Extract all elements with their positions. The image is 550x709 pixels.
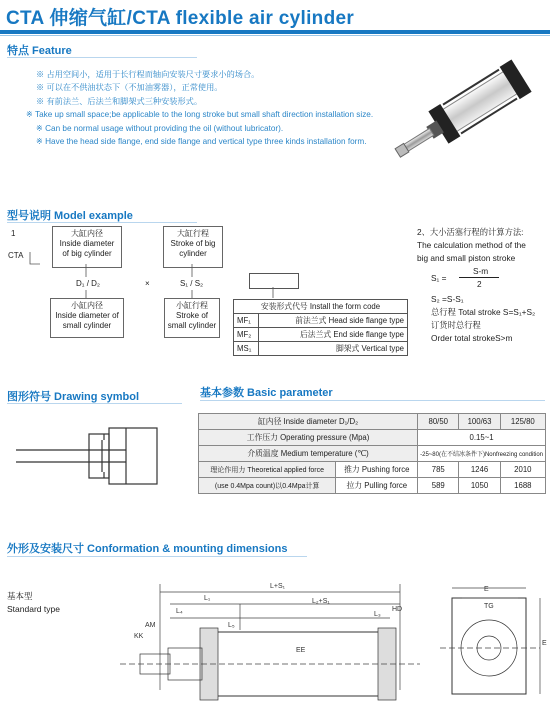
symbol-heading-rule — [7, 403, 182, 404]
model-heading: 型号说明 Model example — [7, 210, 133, 222]
feature-cn-3: ※ 有前法兰、后法兰和脚架式三种安装形式。 — [36, 96, 203, 106]
dim-am: AM — [145, 622, 156, 629]
dim-l4: L₄ — [176, 608, 183, 615]
param-row-push: 理论作用力 Theoretical applied force 推力 Pushing force 785 1246 2010 — [199, 462, 546, 478]
s2-formula: S₂ =S-S₁ — [431, 294, 464, 304]
install-row: MS₁ 脚架式 Vertical type — [234, 342, 408, 356]
dim-e-top: E — [484, 586, 489, 593]
feature-heading: 特点 Feature — [7, 45, 72, 57]
s1-formula: S₁ = S-m 2 — [417, 265, 550, 291]
install-row: MF₂ 后法兰式 End side flange type — [234, 328, 408, 342]
feature-en-3: ※ Have the head side flange, end side flange and vertical type three kinds installation form. — [36, 137, 367, 147]
small-stroke-box: 小缸行程 Stroke of small cylinder — [164, 298, 220, 338]
title-rule — [0, 30, 550, 34]
install-header: 安装形式代号 Install the form code — [234, 300, 408, 314]
feature-en-2: ※ Can be normal usage without providing the oil (without lubricator). — [36, 123, 284, 133]
install-code-table — [233, 299, 408, 356]
param-heading: 基本参数 Basic parameter — [200, 387, 333, 399]
feature-heading-rule — [7, 57, 197, 58]
dimension-drawing — [0, 570, 550, 709]
param-row-pressure: 工作压力 Operating pressure (Mpa) 0.15~1 — [199, 430, 546, 446]
dim-ee: EE — [296, 647, 306, 654]
big-stroke-box: 大缸行程 Stroke of big cylinder — [163, 226, 223, 268]
dim-e-side: E — [542, 640, 547, 647]
order-stroke-cn: 订货时总行程 — [431, 320, 481, 330]
title-rule-thin — [0, 35, 550, 36]
conformation-heading-rule — [7, 556, 307, 557]
page-title: CTA 伸缩气缸/CTA flexible air cylinder — [6, 8, 355, 29]
small-dia-box: 小缸内径 Inside diameter of small cylinder — [50, 298, 124, 338]
dim-l2: L₂+S₁ — [312, 598, 330, 605]
param-table — [198, 413, 546, 494]
param-heading-rule — [200, 400, 545, 401]
model-prefix: CTA — [8, 251, 24, 260]
type-cn: 基本型 — [7, 591, 33, 601]
total-stroke: 总行程 Total stroke S=S₁+S₂ — [431, 307, 536, 317]
feature-list — [6, 68, 384, 148]
feature-cn-1: ※ 占用空间小，适用于长行程而轴向安装尺寸要求小的场合。 — [36, 70, 260, 79]
param-row-pull: (use 0.4Mpa count)以0.4Mpa计算 拉力 Pulling force 589 1050 1688 — [199, 478, 546, 494]
calc-line-1: 2、大小活塞行程的计算方法: — [417, 227, 524, 237]
feature-cn-2: ※ 可以在不供油状态下（不加油雾器），正常使用。 — [36, 83, 223, 93]
drawing-symbol — [14, 420, 164, 492]
install-row: MF₁ 前法兰式 Head side flange type — [234, 314, 408, 328]
times-sign: × — [145, 279, 150, 288]
dim-ls: L+S₁ — [270, 583, 286, 590]
param-row-diameter: 缸内径 Inside diameter D₁/D₂ 80/50 100/63 125/80 — [199, 414, 546, 430]
stroke-calculation — [417, 226, 550, 345]
model-num: 1 — [11, 229, 16, 238]
calc-line-3: big and small piston stroke — [417, 253, 516, 263]
feature-en-1: ※ Take up small space;be applicable to the long stroke but small shaft direction installation size. — [26, 110, 374, 120]
s-label: S₁ / S₂ — [180, 279, 204, 288]
type-en: Standard type — [7, 604, 60, 614]
dim-l1: L₁ — [204, 595, 211, 602]
big-dia-box: 大缸内径 Inside diameter of big cylinder — [52, 226, 122, 268]
cylinder-photo — [388, 44, 548, 164]
param-row-temperature: 介质温度 Medium temperature (℃) -25~80(在不结冰条件下)Nonfreezing condition — [199, 446, 546, 462]
conformation-heading: 外形及安装尺寸 Conformation & mounting dimensions — [7, 543, 288, 555]
symbol-heading: 图形符号 Drawing symbol — [7, 391, 140, 403]
dim-kk: KK — [134, 633, 144, 640]
dim-hd: HD — [392, 606, 403, 613]
dim-l3: L₃ — [374, 611, 381, 618]
dim-tg: TG — [484, 603, 494, 610]
calc-line-2: The calculation method of the — [417, 240, 526, 250]
dim-l5: L₅ — [228, 622, 235, 629]
order-stroke-en: Order total strokeS>m — [431, 333, 513, 343]
d-label: D₁ / D₂ — [76, 279, 101, 288]
